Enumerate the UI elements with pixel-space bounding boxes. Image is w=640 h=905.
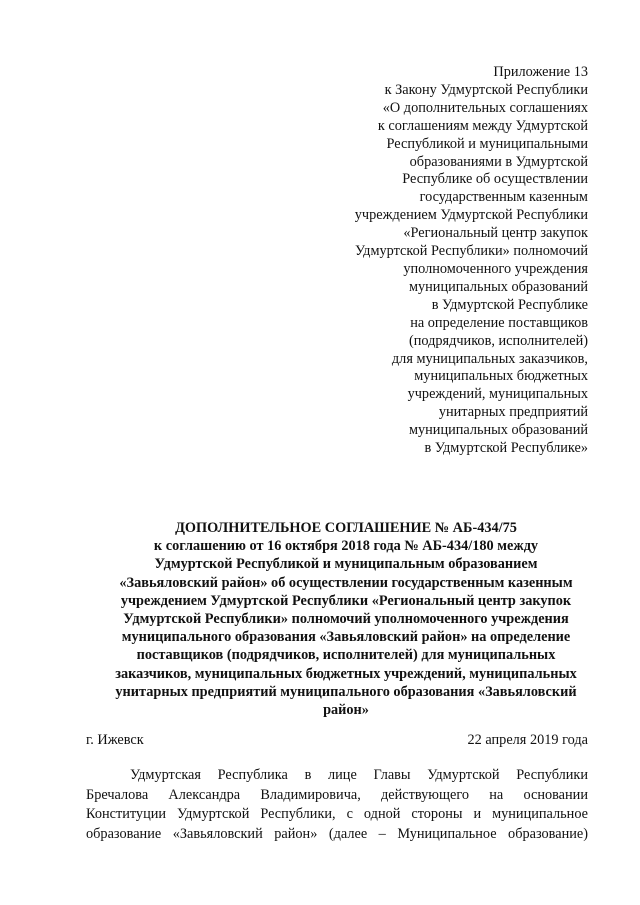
appendix-line: уполномоченного учреждения <box>403 260 588 277</box>
title-line: «Завьяловский район» об осуществлении государственным казенным <box>119 574 573 591</box>
title-line: унитарных предприятий муниципального образования «Завьяловский <box>115 683 577 700</box>
title-line: учреждением Удмуртской Республики «Региональный центр закупок <box>120 592 572 609</box>
appendix-line: Удмуртской Республики» полномочий <box>355 243 588 260</box>
agreement-title <box>96 519 596 719</box>
title-line: ДОПОЛНИТЕЛЬНОЕ СОГЛАШЕНИЕ № АБ-434/75 <box>175 520 517 536</box>
appendix-line: к Закону Удмуртской Республики <box>384 81 588 98</box>
body-line: Бречалова Александра Владимировича, действующего на основании <box>86 786 588 803</box>
appendix-line: в Удмуртской Республике» <box>424 440 588 457</box>
appendix-header <box>288 64 588 458</box>
appendix-line: учреждением Удмуртской Республики <box>354 207 588 224</box>
place-date-row <box>86 731 588 749</box>
appendix-line: муниципальных образований <box>408 278 588 295</box>
appendix-line: государственным казенным <box>419 189 588 206</box>
appendix-line: муниципальных образований <box>408 422 588 439</box>
appendix-line: унитарных предприятий <box>438 404 588 421</box>
agreement-body <box>86 766 588 844</box>
appendix-line: Приложение 13 <box>493 64 588 80</box>
title-line: муниципального образования «Завьяловский район» на определение <box>121 629 571 646</box>
appendix-line: Республикой и муниципальными <box>386 135 588 152</box>
body-line: образование «Завьяловский район» (далее – Муниципальное образование) <box>86 825 588 842</box>
appendix-line: на определение поставщиков <box>410 314 588 331</box>
title-line: Удмуртской Республики» полномочий уполномоченного учреждения <box>123 611 569 628</box>
appendix-line: (подрядчиков, исполнителей) <box>408 332 588 349</box>
appendix-line: «О дополнительных соглашениях <box>382 99 588 116</box>
title-line: к соглашению от 16 октября 2018 года № АБ-434/180 между <box>153 538 539 555</box>
appendix-line: к соглашениям между Удмуртской <box>377 117 588 134</box>
place-city: г. Ижевск <box>86 732 144 748</box>
body-line: Конституции Удмуртской Республики, с одной стороны и муниципальное <box>86 806 588 822</box>
appendix-line: образованиями в Удмуртской <box>409 153 588 170</box>
appendix-line: «Региональный центр закупок <box>403 225 588 242</box>
appendix-line: муниципальных бюджетных <box>414 368 588 385</box>
appendix-line: в Удмуртской Республике <box>431 296 588 313</box>
title-line: заказчиков, муниципальных бюджетных учреждений, муниципальных <box>115 665 577 682</box>
title-line: район» <box>323 702 369 719</box>
title-line: Удмуртской Республикой и муниципальным образованием <box>154 556 538 573</box>
appendix-line: Республике об осуществлении <box>402 171 588 188</box>
agreement-date: 22 апреля 2019 года <box>467 732 588 748</box>
appendix-line: учреждений, муниципальных <box>407 386 588 403</box>
title-line: поставщиков (подрядчиков, исполнителей) для муниципальных <box>136 647 556 664</box>
body-line: Удмуртская Республика в лице Главы Удмуртской Республики <box>130 767 588 783</box>
appendix-line: для муниципальных заказчиков, <box>391 350 588 367</box>
